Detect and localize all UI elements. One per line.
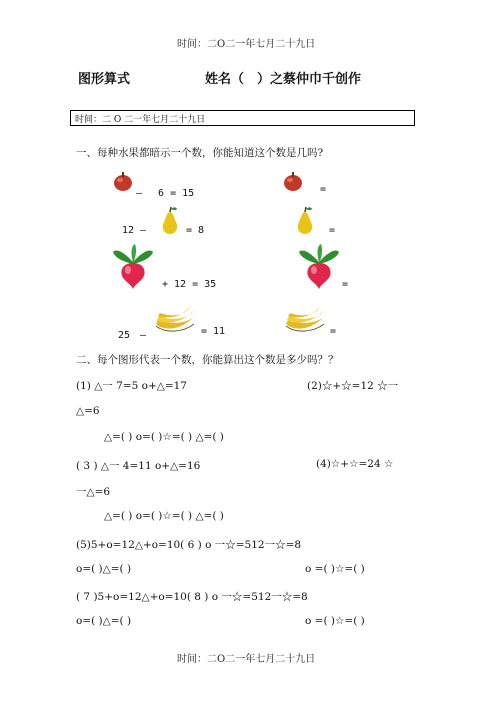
section1-heading: 一、每种水果都暗示一个数，你能知道这个数是几吗?	[76, 147, 324, 159]
problem-2: (2)☆+☆=12 ☆一	[307, 380, 399, 392]
eq4-right: =	[330, 326, 337, 337]
answers-8: o =( )☆=( )	[305, 615, 365, 627]
time-box	[70, 110, 415, 126]
section2-heading: 二、每个图形代表一个数，你能算出这个数是多少吗？？	[76, 354, 339, 366]
answers-1-2: △=( ) o=( )☆=( ) △=( )	[104, 431, 224, 443]
problem-4: (4)☆+☆=24 ☆	[316, 458, 394, 470]
banana-icon	[284, 304, 328, 334]
problem-5-6: (5)5+o=12△+o=10( 6 ) o 一☆=512一☆=8	[76, 539, 302, 551]
eq1-left: — 6 = 15	[136, 188, 195, 199]
author-line: 姓名（ ）之蔡仲巾千创作	[205, 72, 362, 87]
apple-icon	[112, 170, 134, 192]
apple-icon	[282, 170, 304, 192]
eq2-right: =	[329, 225, 336, 236]
eq4-pre: 25 —	[118, 330, 147, 341]
time-box-text: 时间：二 O 二一年七月二十九日	[75, 115, 206, 125]
problem-1: (1) △一 7=5 o+△=17	[76, 380, 187, 392]
eq2-pre: 12 —	[122, 225, 147, 236]
answers-7: o=( )△=( )	[76, 615, 132, 627]
problem-4-cont: 一△=6	[76, 486, 111, 498]
radish-icon	[296, 242, 342, 290]
eq2-post: = 8	[186, 225, 205, 236]
problem-2-cont: △=6	[76, 405, 100, 417]
problem-7-8: ( 7 )5+o=12△+o=10( 8 ) o 一☆=512一☆=8	[76, 591, 308, 603]
eq3-left: + 12 = 35	[162, 279, 217, 290]
problem-3: ( 3 ) △一 4=11 o+△=16	[76, 460, 201, 472]
pear-icon	[293, 206, 317, 236]
answers-5: o=( )△=( )	[76, 563, 132, 575]
eq1-right: =	[320, 184, 327, 195]
answers-6: o =( )☆=( )	[305, 563, 365, 575]
doc-title: 图形算式	[78, 72, 131, 87]
page-footer: 时间：二O二一年七月二十九日	[177, 654, 316, 665]
eq3-right: =	[342, 279, 349, 290]
page-header: 时间：二O二一年七月二十九日	[177, 39, 316, 50]
answers-3-4: △=( ) o=( )☆=( ) △=( )	[104, 510, 224, 522]
eq4-post: = 11	[201, 326, 226, 337]
radish-icon	[110, 242, 156, 290]
banana-icon	[154, 304, 198, 334]
pear-icon	[158, 206, 182, 236]
